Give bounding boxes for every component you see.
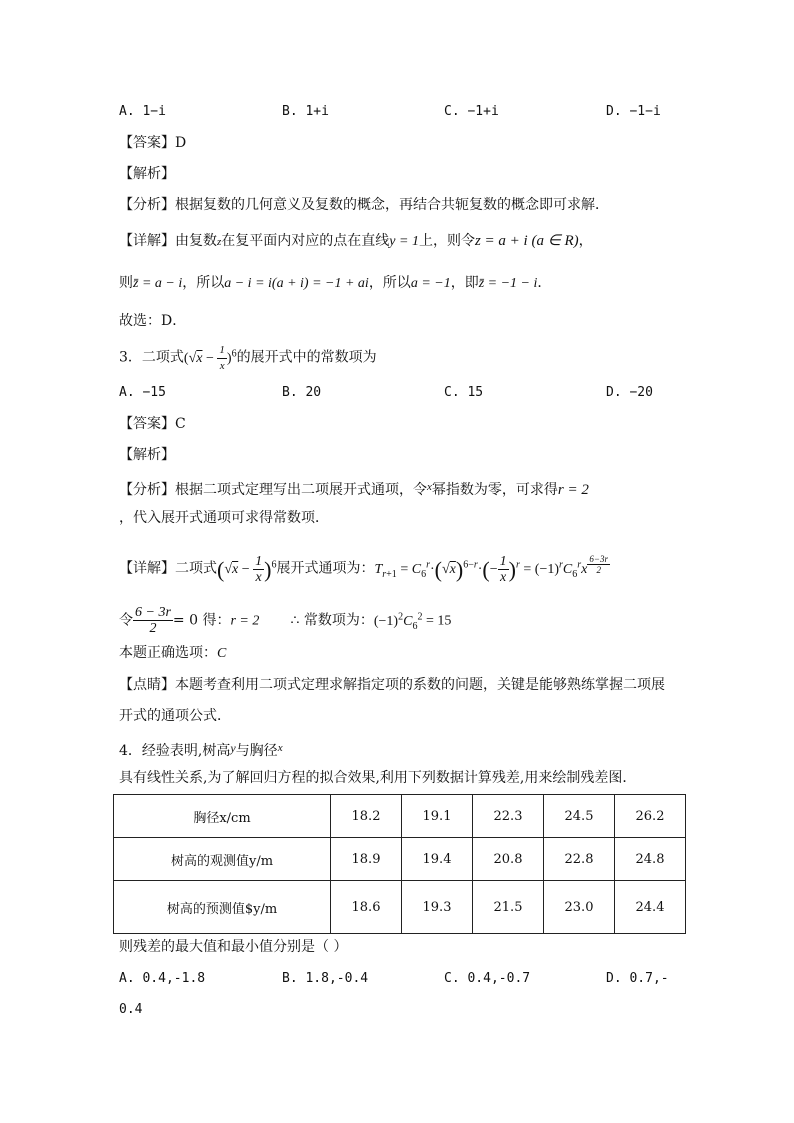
q4-question: 则残差的最大值和最小值分别是（ ）: [119, 939, 348, 955]
text: 本题正确选项：: [119, 645, 217, 661]
general-term-formula: $T_{r+1} = C_6^r\cdot(√x)^{6-r}\cdot(-$ $\frac{1}{x}$ )$^r = (-1)^rC_6^rx$ $^{\frac{6-3r}{2}}$: [374, 553, 608, 585]
q2-option-c: C. −1+i: [444, 104, 499, 119]
math-x: x: [427, 481, 432, 493]
table-cell: 23.0: [544, 881, 615, 934]
table-cell: 26.2: [615, 795, 686, 838]
q4-option-a: A. 0.4,-1.8: [119, 971, 206, 986]
answer-letter: C: [175, 416, 186, 432]
math-result: = 15: [425, 613, 452, 629]
q2-xiangjie-line1: [119, 231, 593, 252]
row-label: 树高的观测值y/m: [114, 838, 331, 881]
row-label: 树高的预测值$y/m: [114, 881, 331, 934]
q3-xiangjie: [119, 550, 610, 589]
q3-option-c: C. 15: [444, 385, 484, 400]
math-r: r = 2: [557, 482, 589, 498]
table-cell: 19.3: [402, 881, 473, 934]
text: 令: [119, 612, 133, 629]
text: 【详解】由复数: [119, 233, 217, 249]
q2-analysis-tag: 【解析】: [119, 166, 175, 182]
q3-fenxi-line1: [119, 477, 589, 500]
q3-stem: [119, 343, 377, 374]
text: ，所以: [182, 275, 225, 291]
table-cell: 22.3: [473, 795, 544, 838]
table-cell: 19.4: [402, 838, 473, 881]
q3-correct: [119, 643, 226, 664]
q4-stem-line1: [119, 738, 283, 761]
table-row: [114, 881, 686, 934]
math-z-def: z = a + i (a ∈ R): [474, 233, 579, 249]
text: 在复平面内对应的点在直线: [221, 233, 390, 249]
table-cell: 21.5: [473, 881, 544, 934]
answer-tag: 【答案】: [119, 416, 175, 432]
math-a: a = −1: [410, 276, 451, 291]
text: 【详解】二项式: [119, 560, 217, 577]
table-cell: 18.6: [331, 881, 402, 934]
q3-analysis-tag: 【解析】: [119, 447, 175, 463]
math-eq: a − i = i(a + i) = −1 + ai: [224, 276, 369, 291]
text: ，所以: [368, 275, 411, 291]
q2-option-a: A. 1−i: [119, 104, 166, 119]
math-result: z̄ = −1 − i: [478, 276, 538, 291]
q3-ling: [119, 602, 451, 641]
text: 与胸径: [235, 743, 278, 759]
text: ∴ 常数项为：: [290, 612, 374, 629]
q4-option-d-wrap: 0.4: [119, 1002, 143, 1017]
q2-option-d: D. −1−i: [606, 104, 661, 119]
math-y: y: [230, 741, 236, 755]
q3-answer: [119, 414, 186, 434]
math-z: z: [217, 236, 222, 248]
math-line: y = 1: [389, 234, 419, 249]
table-cell: 18.2: [331, 795, 402, 838]
q3-dianjing-1: 【点睛】本题考查利用二项式定理求解指定项的系数的问题，关键是能够熟练掌握二项展: [119, 677, 665, 693]
binomial-expression: (√x − $\frac{1}{x}$ )$^6$: [183, 344, 237, 372]
table-cell: 18.9: [331, 838, 402, 881]
residual-data-table: [113, 794, 686, 934]
q2-answer: [119, 133, 186, 153]
text: 的展开式中的常数项为: [236, 349, 377, 366]
q4-option-d: D. 0.7,-: [606, 971, 669, 986]
q3-dianjing-2: 开式的通项公式．: [119, 708, 231, 724]
text: 幂指数为零，可求得: [431, 482, 558, 498]
binomial-big: (√x − $\frac{1}{x}$ )$^6$: [217, 553, 277, 585]
text: 【分析】根据二项式定理写出二项展开式通项，令: [119, 482, 427, 498]
table-row: [114, 838, 686, 881]
table-cell: 24.4: [615, 881, 686, 934]
text: ．: [537, 275, 552, 291]
text: ，: [578, 233, 593, 249]
text: 3．二项式: [119, 349, 184, 366]
table-cell: 20.8: [473, 838, 544, 881]
q2-xiangjie-line2: [119, 273, 551, 294]
constant-term-formula: $(-1)^2C_6^2$: [373, 611, 423, 632]
table-cell: 19.1: [402, 795, 473, 838]
table-cell: 22.8: [544, 838, 615, 881]
text: 则: [119, 275, 133, 291]
q4-option-c: C. 0.4,-0.7: [444, 971, 531, 986]
q3-option-a: A. −15: [119, 385, 166, 400]
fraction-exponent: $\frac{6 - 3r}{2}$: [135, 605, 171, 637]
text: 展开式通项为：: [276, 560, 375, 577]
math-r: r = 2: [230, 613, 260, 629]
math-x: x: [277, 742, 283, 754]
table-cell: 24.8: [615, 838, 686, 881]
q3-fenxi-line2: ，代入展开式通项可求得常数项．: [119, 510, 329, 526]
math-conj: z̄ = a − i: [133, 276, 183, 291]
answer-letter: D: [175, 135, 187, 151]
q3-option-d: D. −20: [606, 385, 653, 400]
table-cell: 24.5: [544, 795, 615, 838]
row-label: 胸径x/cm: [114, 795, 331, 838]
text: ，即: [450, 275, 479, 291]
math-c: C: [217, 646, 227, 661]
text: = 0 得：: [172, 612, 231, 629]
q4-stem-line2: 具有线性关系,为了解回归方程的拟合效果,利用下列数据计算残差,用来绘制残差图．: [119, 770, 637, 786]
table-row: [114, 795, 686, 838]
text: 上，则令: [418, 233, 475, 249]
q2-option-b: B. 1+i: [282, 104, 329, 119]
text: 4．经验表明,树高: [119, 743, 231, 759]
q4-option-b: B. 1.8,-0.4: [282, 971, 369, 986]
q3-option-b: B. 20: [282, 385, 322, 400]
q2-conclusion: 故选：D．: [119, 313, 187, 329]
answer-tag: 【答案】: [119, 135, 175, 151]
q2-fenxi: 【分析】根据复数的几何意义及复数的概念，再结合共轭复数的概念即可求解．: [119, 197, 609, 213]
